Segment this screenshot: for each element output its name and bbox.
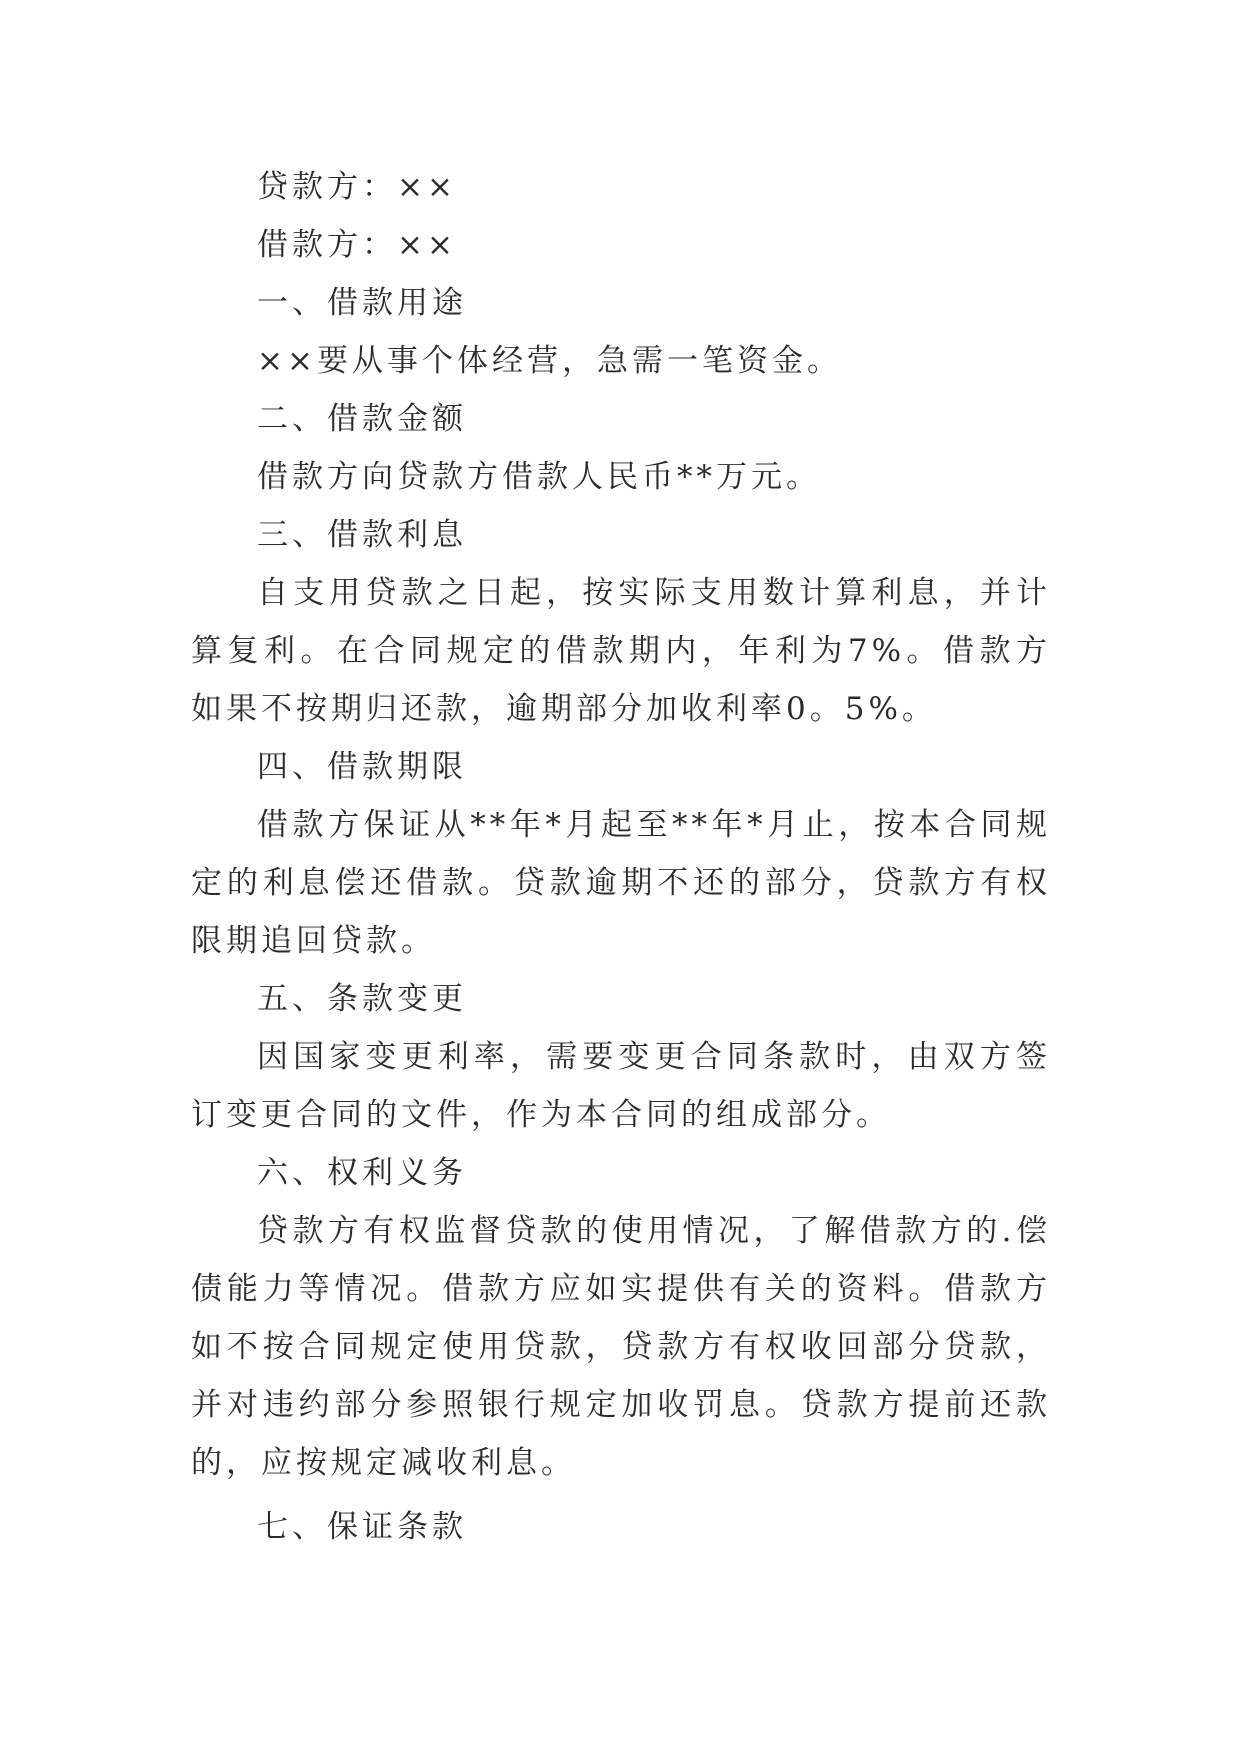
- section-heading-guarantee: 七、保证条款: [257, 1509, 467, 1545]
- section-heading-changes: 五、条款变更: [257, 981, 467, 1017]
- section-body-interest: 自支用贷款之日起，按实际支用数计算利息，并计算复利。在合同规定的借款期内，年利为7%。借款方如果不按期归还款，逾期部分加收利率0。5%。: [191, 575, 1051, 727]
- section-body-rights: 贷款方有权监督贷款的使用情况，了解借款方的.偿债能力等情况。借款方应如实提供有关的资料。借款方如不按合同规定使用贷款，贷款方有权收回部分贷款，并对违约部分参照银行规定加收罚息。贷款方提前还款的，应按规定减收利息。: [191, 1213, 1051, 1481]
- borrower-line: 借款方：××: [257, 227, 457, 263]
- section-heading-interest: 三、借款利息: [257, 517, 467, 553]
- section-body-amount: 借款方向贷款方借款人民币**万元。: [257, 459, 821, 495]
- section-body-purpose: ××要从事个体经营，急需一笔资金。: [257, 343, 842, 379]
- section-body-changes: 因国家变更利率，需要变更合同条款时，由双方签订变更合同的文件，作为本合同的组成部分。: [191, 1039, 1051, 1133]
- section-body-term: 借款方保证从**年*月起至**年*月止，按本合同规定的利息偿还借款。贷款逾期不还的部分，贷款方有权限期追回贷款。: [191, 807, 1051, 959]
- lender-line: 贷款方：××: [257, 169, 457, 205]
- section-heading-amount: 二、借款金额: [257, 401, 467, 437]
- section-heading-purpose: 一、借款用途: [257, 285, 467, 321]
- section-heading-term: 四、借款期限: [257, 749, 467, 785]
- section-heading-rights: 六、权利义务: [257, 1155, 467, 1191]
- document-body: [191, 158, 1051, 1556]
